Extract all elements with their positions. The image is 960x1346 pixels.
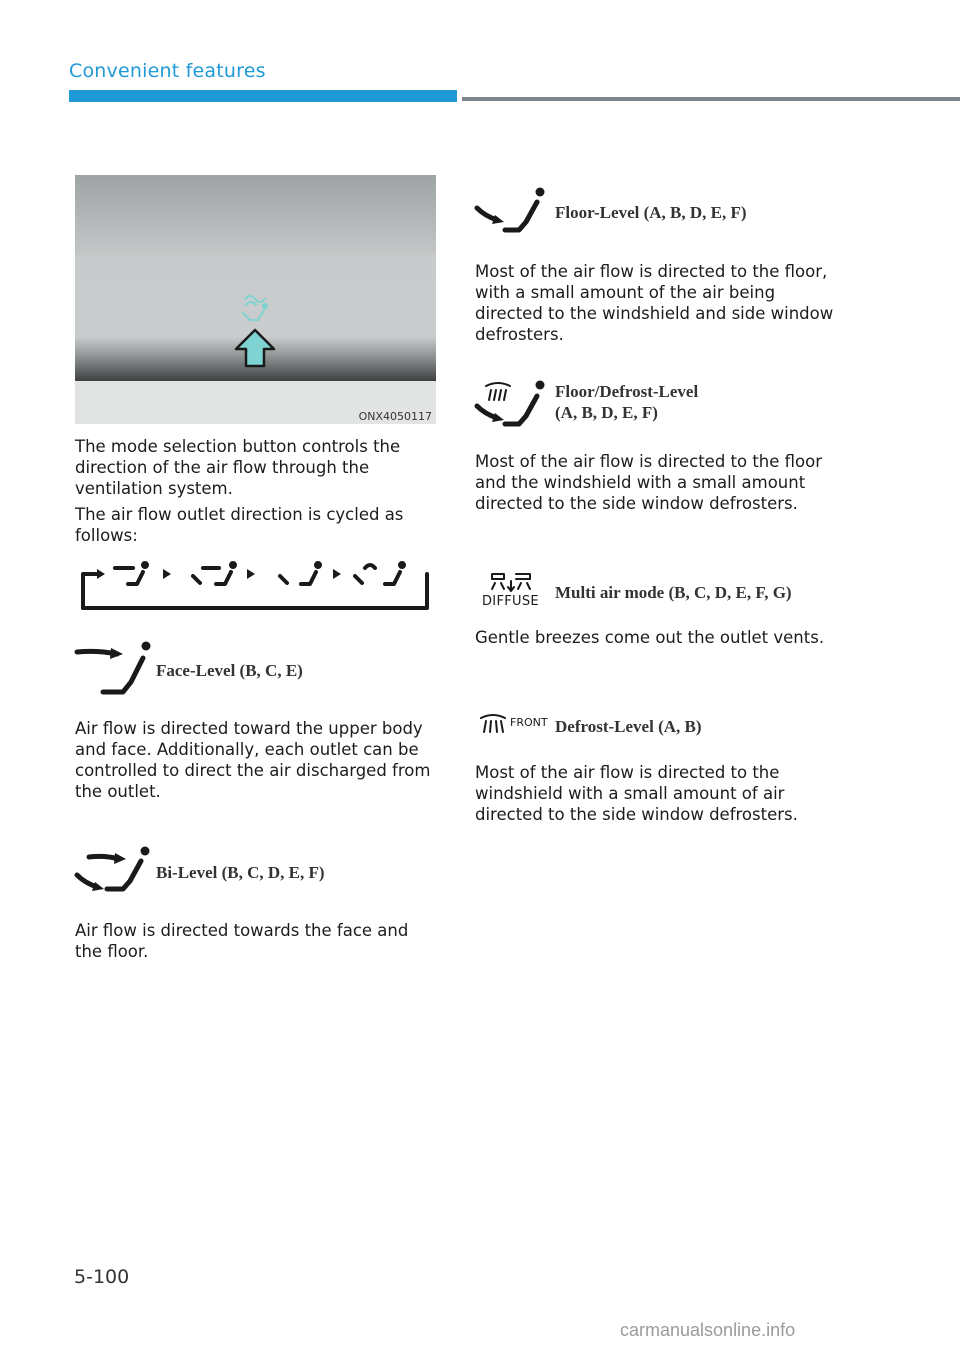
face-level-title: Face-Level (B, C, E) — [156, 661, 303, 680]
bi-level-title: Bi-Level (B, C, D, E, F) — [156, 863, 325, 882]
defrost-level-description: Most of the air flow is directed to the windshield with a small amount of air directed to the side window defrosters. — [475, 763, 798, 824]
diffuse-label: DIFFUSE — [482, 594, 539, 609]
floor-level-icon — [475, 186, 547, 236]
defrost-level-title: Defrost-Level (A, B) — [555, 717, 702, 736]
watermark: carmanualsonline.info — [620, 1320, 796, 1340]
multi-air-mode-description: Gentle breezes come out the outlet vents. — [475, 628, 825, 647]
console-photo — [75, 175, 436, 424]
floor-level-description: Most of the air flow is directed to the floor, with a small amount of the air being directed to the windshield and side window defrosters. — [475, 262, 834, 344]
intro-paragraph-2: The air flow outlet direction is cycled as follows: — [75, 505, 404, 545]
bi-level-description: Air flow is directed towards the face and the floor. — [75, 921, 409, 961]
page-number: 5-100 — [74, 1266, 130, 1288]
header-rule-gray — [462, 97, 960, 101]
floor-defrost-level-description: Most of the air flow is directed to the floor and the windshield with a small amount directed to the side window defrosters. — [475, 452, 823, 513]
multi-air-mode-icon — [479, 570, 543, 614]
face-level-icon — [75, 640, 155, 698]
mode-cycle-diagram — [75, 558, 435, 614]
face-level-description: Air flow is directed toward the upper body and face. Additionally, each outlet can be controlled to direct the air discharged from the outlet. — [75, 719, 431, 801]
windshield-defrost-icon — [479, 712, 507, 736]
defrost-level-icon — [479, 712, 549, 738]
diffuse-vent-icon — [479, 570, 543, 596]
bi-level-icon — [75, 845, 155, 895]
multi-air-mode-title: Multi air mode (B, C, D, E, F, G) — [555, 583, 792, 602]
intro-paragraph-1: The mode selection button controls the direction of the air flow through the ventilation system. — [75, 437, 401, 498]
front-label: FRONT — [510, 716, 548, 729]
floor-defrost-level-icon — [475, 378, 547, 428]
floor-level-title: Floor-Level (A, B, D, E, F) — [555, 203, 747, 222]
floor-defrost-level-title-line2: (A, B, D, E, F) — [555, 403, 658, 422]
floor-defrost-level-title-line1: Floor/Defrost-Level — [555, 382, 699, 401]
figure-code: ONX4050117 — [358, 410, 432, 423]
header-rule-blue — [69, 90, 457, 102]
section-title: Convenient features — [69, 60, 266, 82]
